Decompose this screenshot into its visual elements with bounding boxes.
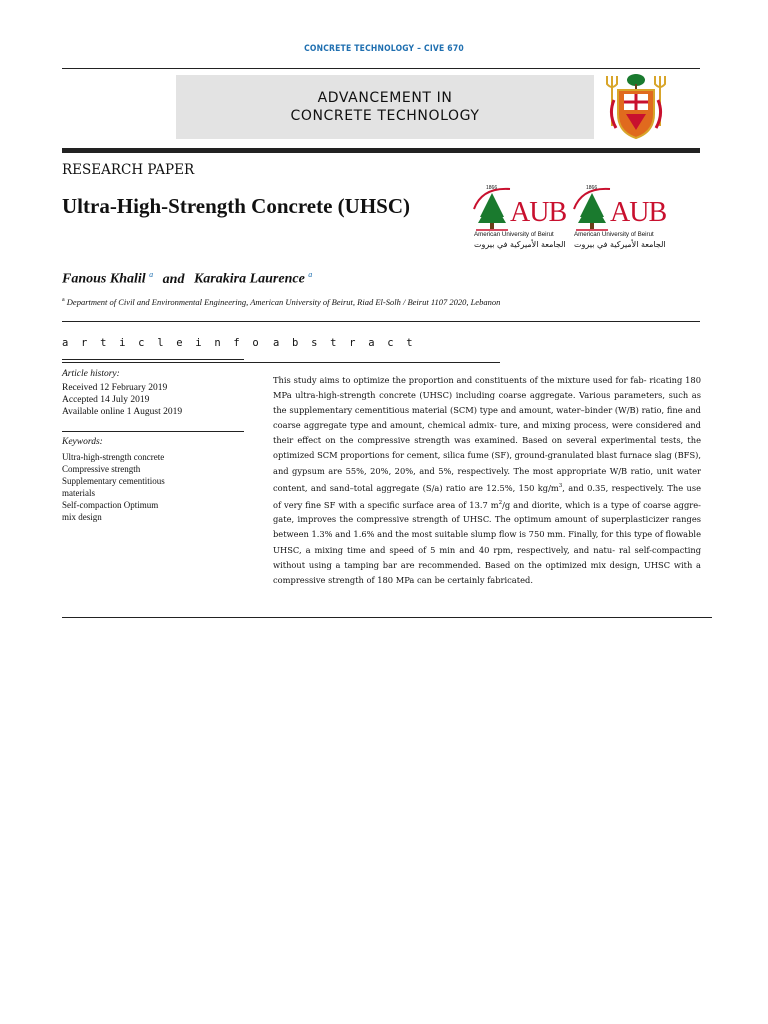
affiliation-mark: a: [62, 297, 65, 304]
history-accepted: Accepted 14 July 2019: [62, 395, 150, 405]
keyword: Supplementary cementitious: [62, 476, 165, 486]
aub-logo-group: [470, 183, 670, 259]
abstract-body: [273, 373, 701, 588]
article-info-heading: a r t i c l e i n f o: [62, 337, 262, 349]
aub-wordmark-2: AUB: [610, 197, 667, 228]
history-keywords-rule: [62, 431, 244, 432]
author-2-affil-mark: a: [308, 270, 313, 279]
abstract-text-1: This study aims to optimize the proportion and constituents of the mixture used for fab- ricating 180 MPa ultra-high-strength concrete (UHSC) including coarse aggregate. Various parameters, such as the supplementary cementitious material (SCM) type and amount, water–binder (W/B) ratio, fine and coarse aggregate type and amount, chemical admix- ture, and mixing process, were considered and their effect on the compressive strength was examined. Based on several experimental tests, the optimized SCM proportions for cement, silica fume (SF), ground-granulated blast furnace slag (BFS), and gypsum are 55%, 20%, 20%, and 5%, respectively. The most appropriate W/B ratio, unit water content, and sand–total aggregate (S/a) ratio are 12.5%, 150 kg/m: [273, 375, 701, 493]
aub-name-1: American University of Beirut: [474, 231, 554, 238]
running-head: CONCRETE TECHNOLOGY – CIVE 670: [304, 44, 464, 54]
authors: [62, 270, 312, 288]
abstract-sup-1: 3: [558, 482, 563, 489]
aub-year-2: 1866: [586, 185, 598, 191]
abstract-bottom-rule: [62, 617, 712, 618]
abstract-sup-2: 2: [498, 499, 503, 506]
author-1: Fanous Khalil: [62, 271, 146, 287]
keywords-list: [62, 451, 165, 523]
top-rule: [62, 68, 700, 69]
aub-logo-2: [570, 183, 670, 259]
aub-arabic-1: الجامعة الأميركية في بيروت: [474, 240, 566, 249]
history-label: Article history:: [62, 369, 120, 379]
keyword: Self-compaction Optimum: [62, 500, 159, 510]
abstract-heading-rule: [62, 362, 500, 363]
banner-bottom-rule: [62, 148, 700, 153]
keyword: materials: [62, 488, 95, 498]
keyword: Ultra-high-strength concrete: [62, 452, 165, 462]
info-heading-rule: [62, 359, 244, 360]
aub-year-1: 1866: [486, 185, 498, 191]
keyword: mix design: [62, 512, 102, 522]
abstract-text-3: /g and diorite, which is a type of coarse aggre- gate, improves the compressive strength of UHSC. The optimum amount of superplasticizer ranges between 1.3% and 1.6% and the most suitable slump flow is 750 mm. Finally, for this type of flowable UHSC, a mixing time and speed of 5 min and 40 rpm, respectively, and natu- ral self-compacting without using a tamping bar are recommended. Based on the optimized mix design, UHSC with a compressive strength of 180 MPa can be certainly fabricated.: [273, 499, 701, 585]
affiliation: [62, 297, 500, 307]
aub-logo-1: [470, 183, 570, 259]
abstract-heading: a b s t r a c t: [273, 337, 416, 349]
aub-wordmark-1: AUB: [510, 197, 567, 228]
journal-banner: [176, 75, 594, 139]
history-received: Received 12 February 2019: [62, 383, 168, 393]
university-crest-icon: [604, 70, 668, 142]
history-online: Available online 1 August 2019: [62, 407, 183, 417]
aub-arabic-2: الجامعة الأميركية في بيروت: [574, 240, 666, 249]
banner-line-2: CONCRETE TECHNOLOGY: [290, 108, 480, 124]
abstract-text-2: , and 0.35, respectively. The use of very fine SF with a specific surface area of 13.7 m: [273, 482, 701, 510]
author-conjunction: and: [162, 271, 185, 287]
section-label: RESEARCH PAPER: [62, 162, 195, 178]
history-list: [62, 382, 182, 418]
banner-line-1: ADVANCEMENT IN: [317, 90, 453, 106]
keyword: Compressive strength: [62, 464, 141, 474]
author-1-affil-mark: a: [149, 270, 154, 279]
paper-title: Ultra-High-Strength Concrete (UHSC): [62, 194, 411, 218]
header-divider: [62, 321, 700, 322]
affiliation-text: Department of Civil and Environmental Engineering, American University of Beirut, Riad El-Solh / Beirut 1107 2020, Lebanon: [66, 297, 501, 307]
aub-name-2: American University of Beirut: [574, 231, 654, 238]
author-2: Karakira Laurence: [193, 271, 305, 287]
keywords-label: Keywords:: [62, 437, 103, 447]
